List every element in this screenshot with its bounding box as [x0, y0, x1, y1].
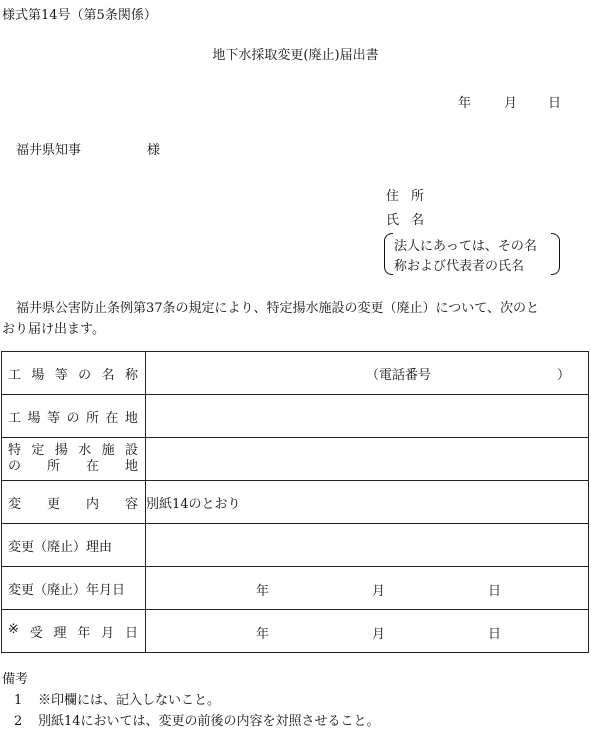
- date-month-label: 月: [504, 96, 518, 111]
- table-row: [2, 610, 589, 653]
- change-date-field[interactable]: [146, 567, 589, 610]
- factory-name-label-text: 工 場 等 の 名 称: [8, 367, 138, 383]
- corporation-note-line1: 法人にあっては、その名: [394, 239, 537, 254]
- facility-location-label: 特 定 揚 水 施 設 の 所 在 地: [2, 438, 146, 481]
- change-reason-label: 変更（廃止）理由: [2, 524, 146, 567]
- change-date-label: 変更（廃止）年月日: [2, 567, 146, 610]
- applicant-address-label: 住所: [386, 189, 437, 204]
- note-number: 2: [14, 714, 23, 729]
- receipt-date-label: ※ 受 理 年 月 日: [2, 610, 146, 653]
- bracket-right: [551, 233, 560, 275]
- note-number: 1: [14, 693, 23, 708]
- form-number: 様式第14号（第5条関係）: [2, 8, 157, 23]
- note-text: ※印欄には、記入しないこと。: [38, 693, 221, 708]
- table-row: [2, 481, 589, 524]
- note-item: [14, 710, 380, 729]
- receipt-date-year: 年: [256, 627, 270, 642]
- document-title: 地下水採取変更(廃止)届出書: [212, 48, 379, 63]
- factory-location-label: 工 場 等 の 所 在 地: [2, 395, 146, 438]
- date-year-label: 年: [458, 96, 472, 111]
- receipt-date-field[interactable]: [146, 610, 589, 653]
- intro-paragraph: [0, 298, 591, 340]
- change-date-day: 日: [488, 584, 502, 599]
- change-date-year: 年: [256, 584, 270, 599]
- change-details-label: 変 更 内 容: [2, 481, 146, 524]
- table-row: [2, 395, 589, 438]
- applicant-name-label: 氏名: [386, 213, 437, 228]
- factory-location-field[interactable]: [146, 395, 589, 438]
- notification-form-table: [1, 351, 589, 653]
- change-details-field[interactable]: [146, 481, 589, 524]
- table-row: [2, 352, 589, 395]
- phone-number-close: ）: [556, 368, 570, 383]
- corporation-note: [384, 233, 560, 275]
- change-details-value: 別紙14のとおり: [146, 496, 241, 512]
- addressee: [16, 139, 161, 158]
- table-row: [2, 524, 589, 567]
- phone-number-label: （電話番号: [366, 368, 432, 383]
- receipt-date-month: 月: [372, 627, 386, 642]
- table-row: [2, 567, 589, 610]
- change-reason-field[interactable]: [146, 524, 589, 567]
- receipt-date-day: 日: [488, 627, 502, 642]
- intro-line1: 福井県公害防止条例第37条の規定により、特定揚水施設の変更（廃止）について、次のと: [16, 301, 540, 316]
- date-day-label: 日: [548, 96, 562, 111]
- intro-line2: おり届け出ます。: [2, 322, 105, 337]
- factory-name-field[interactable]: [146, 352, 589, 395]
- notes-title: 備考: [2, 672, 29, 687]
- facility-location-field[interactable]: [146, 438, 589, 481]
- change-date-month: 月: [372, 584, 386, 599]
- addressee-name: 福井県知事: [16, 143, 82, 158]
- note-item: [14, 689, 220, 708]
- table-row: [2, 438, 589, 481]
- bracket-left: [384, 233, 393, 275]
- factory-name-label: [2, 352, 146, 395]
- addressee-honorific: 様: [147, 143, 161, 158]
- corporation-note-line2: 称および代表者の氏名: [394, 259, 525, 274]
- note-text: 別紙14においては、変更の前後の内容を対照させること。: [38, 714, 380, 729]
